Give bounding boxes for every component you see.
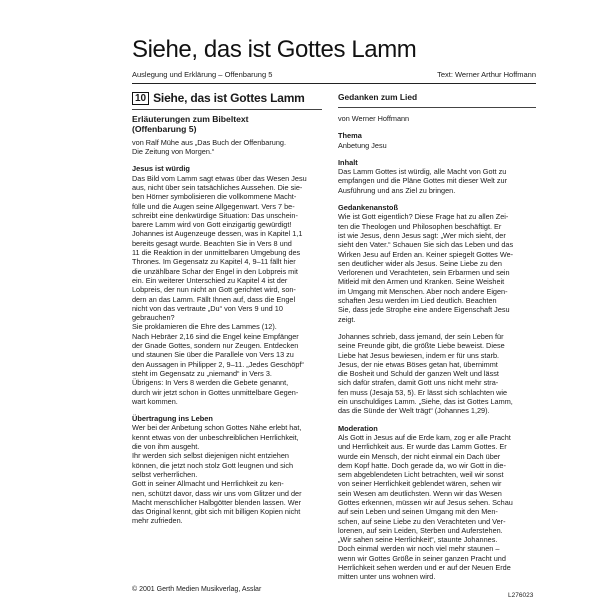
spacer	[132, 406, 322, 414]
text-line: den Aussagen in Philipper 2, 9–11. „Jedes Geschöpf“	[132, 359, 304, 369]
text-line: von seiner Herrlichkeit geblendet wären, sehen wir	[338, 479, 502, 489]
text-line: das die Sünde der Welt trägt“ (Johannes 1,29).	[338, 406, 490, 416]
heading-rule	[132, 109, 322, 110]
text-line: Ihr werden sich selbst diejenigen nicht entziehen	[132, 451, 289, 461]
text-line: steht im Gegensatz zu „niemand“ in Vers 3.	[132, 368, 272, 378]
text-line: Wer bei der Anbetung schon Gottes Nähe erlebt hat,	[132, 423, 302, 433]
text-line: „Wir sahen seine Herrlichkeit“, staunte Johannes.	[338, 535, 498, 545]
text-line: ist wie Jesus, denn Jesus sagt: „Wer mich sieht, der	[338, 230, 506, 240]
text-line: sich dafür strafen, damit Gott uns nicht mehr stra-	[338, 378, 499, 388]
text-line: Als Gott in Jesus auf die Erde kam, zog er alle Pracht	[338, 432, 511, 442]
source-line-2: Die Zeitung von Morgen.“	[132, 147, 215, 157]
text-line: Das Lamm Gottes ist würdig, alle Macht von Gott zu	[338, 167, 507, 177]
text-line: aus, nicht über sein tatsächliches Aussehen. Die sie-	[132, 183, 303, 192]
text-line: kennt etwas von der unbeschreiblichen Herrlichkeit,	[132, 432, 299, 442]
text-line: Übrigens: In Vers 8 werden die Gebete genannt,	[132, 378, 289, 388]
copyright: © 2001 Gerth Medien Musikverlag, Asslar	[132, 586, 262, 593]
spacer	[338, 150, 536, 158]
text-line: dem Kopf hatte. Doch gerade da, wo wir Gott in die-	[338, 460, 506, 470]
left-column	[132, 92, 322, 526]
text-line: empfangen und die Pläne Gottes mit dieser Welt zur	[338, 176, 508, 186]
text-line: dern an das Lamm. Fällt Ihnen auf, dass die Engel	[132, 294, 296, 304]
text-line: der Gnade Gottes, sondern nur Zeugen. Entdecken	[132, 341, 299, 351]
thema-heading: Thema	[338, 131, 362, 141]
anstoss-text	[338, 212, 536, 324]
text-line: schaften Jesu werden im Lied deutlich. Beachten	[338, 296, 497, 306]
text-line: Sie proklamieren die Ehre des Lammes (12).	[132, 322, 277, 332]
text-line: mehr zufrieden.	[132, 516, 183, 526]
uebertragung-heading: Übertragung ins Leben	[132, 414, 213, 424]
text-line: schreibt eine denkwürdige Situation: Das unschein-	[132, 210, 298, 220]
page-title: Siehe, das ist Gottes Lamm	[132, 36, 417, 63]
inhalt-heading: Inhalt	[338, 157, 358, 167]
spacer	[132, 156, 322, 164]
text-line: Doch einmal werden wir noch viel mehr staunen –	[338, 544, 500, 554]
text-line: Johannes schrieb, dass jemand, der sein Leben für	[338, 331, 504, 341]
section-number: 10	[132, 92, 149, 105]
text-line: Macht menschlicher Halbgötter blenden lassen. Wer	[132, 497, 301, 507]
right-column	[338, 92, 536, 582]
spacer	[338, 324, 536, 332]
text-line: im Umgang mit Menschen. Aber noch andere Eigen-	[338, 286, 508, 296]
text-line: ein unschuldiges Lamm. „Siehe, das ist Gottes Lamm,	[338, 397, 513, 407]
text-line: ten die Theologen und Philosophen beschäftigt. Er	[338, 221, 502, 231]
text-line: und staunen Sie über die Parallele von Vers 13 zu	[132, 350, 294, 360]
text-line: Verlorenen und Verachteten, sein Erbarmen und sein	[338, 268, 510, 278]
text-line: Mitleid mit den Armen und Kranken. Seine Weisheit	[338, 277, 505, 287]
section-title: Siehe, das ist Gottes Lamm	[153, 91, 305, 105]
text-line: 11 die Reaktion in der unmittelbaren Umgebung des	[132, 248, 301, 258]
spacer	[338, 195, 536, 203]
liebe-paragraph	[338, 332, 536, 416]
text-line: sein Wesen am deutlichsten. Wenn wir das Wesen	[338, 488, 502, 498]
spacer	[338, 416, 536, 424]
text-line: durch wir jetzt schon in Gottes unmittelbare Gegen-	[132, 387, 299, 397]
text-line: die Bosheit und Schuld der ganzen Welt und lässt	[338, 369, 499, 379]
text-line: Wie ist Gott eigentlich? Diese Frage hat zu allen Zei-	[338, 212, 509, 222]
bibletext-reference: (Offenbarung 5)	[132, 124, 197, 135]
text-line: Thrones. Im Gegensatz zu Kapitel 4, 9–11 fällt hier	[132, 257, 296, 267]
text-line: lorenen, auf sein Leiden, Sterben und Auferstehen.	[338, 525, 503, 535]
text-line: mitten unter uns wohnen wird.	[338, 572, 436, 582]
text-line: bereits gesagt wurde. Beachten Sie in Vers 8 und	[132, 238, 292, 248]
subtitle: Auslegung und Erklärung – Offenbarung 5	[132, 70, 273, 79]
header-rule	[132, 83, 536, 84]
text-line: Ausführung und ans Ziel zu bringen.	[338, 185, 456, 195]
text-line: das Original kennt, gibt sich mit billigen Kopien nicht	[132, 507, 301, 517]
text-line: wurde ein Mensch, der nicht einmal ein Dach über	[338, 451, 501, 461]
text-line: zeigt.	[338, 314, 356, 324]
text-credit: Text: Werner Arthur Hoffmann	[437, 70, 536, 79]
text-line: seine Freunde gibt, die größte Liebe beweist. Diese	[338, 341, 505, 351]
anstoss-heading: Gedankenanstoß	[338, 203, 398, 213]
spacer	[338, 123, 536, 131]
text-line: Lobpreis, der nun nicht an Gott gerichtet wird, son-	[132, 285, 296, 295]
text-line: auf sein Leben und seinen Umgang mit den Men-	[338, 507, 498, 517]
text-line: Gott in seiner Allmacht und Herrlichkeit zu ken-	[132, 479, 284, 489]
text-line: Johannes ist Augenzeuge dessen, was in Kapitel 1,1	[132, 229, 303, 239]
section-heading	[132, 92, 322, 105]
text-line: wart kommen.	[132, 396, 178, 406]
bibletext-heading: Erläuterungen zum Bibeltext	[132, 114, 249, 124]
text-line: Das Bild vom Lamm sagt etwas über das Wesen Jesu	[132, 173, 307, 183]
lied-author: von Werner Hoffmann	[338, 114, 410, 123]
moderation-text	[338, 433, 536, 582]
text-line: ben Hörner symbolisieren die vollkommene Macht-	[132, 192, 297, 202]
text-line: Sie, dass jede Strophe eine andere Eigenschaft Jesu	[338, 305, 510, 315]
text-line: sen deutlicher wider als Jesus. Seine Liebe zu den	[338, 258, 502, 268]
text-line: nen, schützt davor, dass wir uns vom Glitzer und der	[132, 488, 302, 498]
text-line: Jesus, der nie etwas Böses getan hat, übernimmt	[338, 359, 498, 369]
text-line: nicht von das vertraute „Du“ von Vers 9 und 10 gebrauchen?	[132, 303, 283, 323]
jesus-wuerdig-heading: Jesus ist würdig	[132, 164, 190, 174]
text-line: die unzählbare Schar der Engel in den Lobpreis mit	[132, 266, 298, 276]
text-line: Liebe hat Jesus bewiesen, indem er für uns starb.	[338, 350, 500, 360]
text-line: selbst verherrlichen.	[132, 469, 198, 479]
text-line: fülle und die Augen seine Allgegenwart. Vers 7 be-	[132, 201, 295, 211]
moderation-heading: Moderation	[338, 423, 378, 433]
text-line: schen, auf seine Liebe zu den Verachteten und Ver-	[338, 516, 506, 526]
text-line: sem abgeblendeten Licht betrachten, weil wir sonst	[338, 470, 504, 480]
source-line-1: von Ralf Mühe aus „Das Buch der Offenbarung.	[132, 137, 286, 147]
text-line: Gottes erkennen, müssen wir auf Jesus sehen. Schau	[338, 497, 513, 507]
lied-rule	[338, 107, 536, 108]
uebertragung-text	[132, 423, 322, 525]
lied-heading: Gedanken zum Lied	[338, 92, 418, 102]
text-line: und Herrlichkeit aus. Er wurde das Lamm Gottes. Er	[338, 442, 507, 452]
inhalt-text	[338, 167, 536, 195]
text-line: die von ihm ausgeht.	[132, 442, 200, 452]
text-line: fen muss (Jesaja 53, 5). Er lässt sich schlachten wie	[338, 387, 508, 397]
order-code: L276023	[508, 592, 534, 599]
thema-text: Anbetung Jesu	[338, 140, 387, 150]
text-line: sieht den Vater.“ Schauen Sie sich das Leben und das	[338, 240, 514, 250]
text-line: können, die jetzt noch stolz Gott leugnen und sich	[132, 460, 294, 470]
jesus-wuerdig-text	[132, 174, 322, 406]
text-line: wenn wir Gottes Größe in seiner ganzen Pracht und	[338, 553, 506, 563]
text-line: barere Lamm wird von Gott einzigartig gewürdigt!	[132, 220, 292, 230]
text-line: Herrlichkeit sehen werden und er auf der Neuen Erde	[338, 563, 511, 573]
text-line: ein. Ein weiterer Unterschied zu Kapitel 4 ist der	[132, 275, 288, 285]
text-line: Nach Hebräer 2,16 sind die Engel keine Empfänger	[132, 331, 299, 341]
text-line: Wirken Jesu auf Erden an. Keiner spiegelt Gottes We-	[338, 249, 514, 259]
